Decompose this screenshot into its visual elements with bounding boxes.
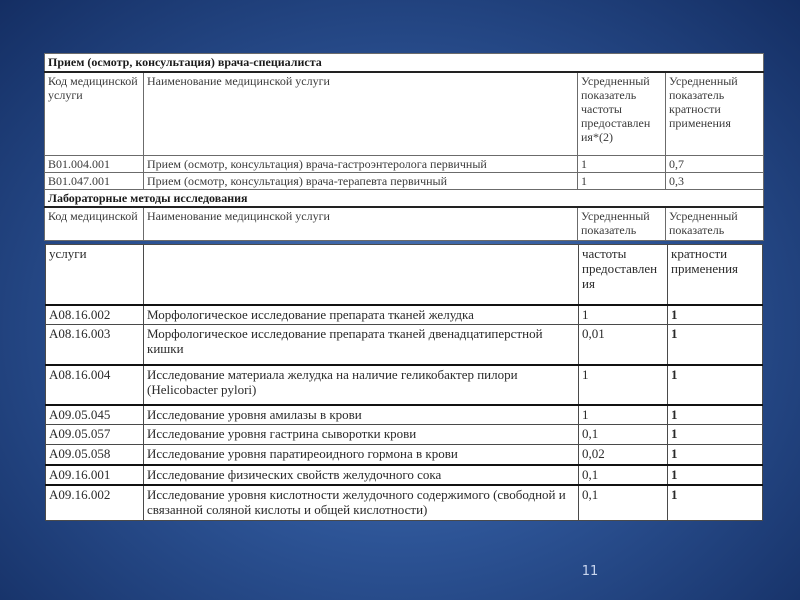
- table-row: [46, 325, 763, 365]
- service-code: A08.16.002: [46, 305, 144, 325]
- service-code: B01.004.001: [45, 156, 144, 173]
- service-name: Исследование физических свойств желудочного сока: [144, 465, 579, 485]
- section-title-specialist: Прием (осмотр, консультация) врача-специалиста: [45, 54, 764, 72]
- header-code: Код медицинской: [45, 207, 144, 240]
- table-row: [46, 485, 763, 521]
- service-frequency: 0,01: [579, 325, 668, 365]
- service-name: Исследование уровня гастрина сыворотки крови: [144, 425, 579, 445]
- header-name-continued: [144, 245, 579, 305]
- service-multiplicity: 1: [668, 465, 763, 485]
- service-multiplicity: 1: [668, 445, 763, 465]
- header-multiplicity: Усредненный показатель: [666, 207, 764, 240]
- header-multiplicity-continued: кратности применения: [668, 245, 763, 305]
- service-name: Прием (осмотр, консультация) врача-терапевта первичный: [144, 173, 578, 190]
- header-frequency: Усредненный показатель: [578, 207, 666, 240]
- service-name: Исследование уровня паратиреоидного гормона в крови: [144, 445, 579, 465]
- service-multiplicity: 1: [668, 485, 763, 521]
- table-row: [46, 305, 763, 325]
- service-multiplicity: 1: [668, 405, 763, 425]
- service-frequency: 1: [579, 305, 668, 325]
- service-frequency: 1: [578, 156, 666, 173]
- service-code: B01.047.001: [45, 173, 144, 190]
- service-frequency: 0,1: [579, 465, 668, 485]
- service-code: A09.16.002: [46, 485, 144, 521]
- service-name: Исследование материала желудка на наличие геликобактер пилори (Helicobacter pylori): [144, 365, 579, 405]
- service-name: Морфологическое исследование препарата тканей желудка: [144, 305, 579, 325]
- table-row: [46, 405, 763, 425]
- service-multiplicity: 1: [668, 305, 763, 325]
- service-name: Исследование уровня амилазы в крови: [144, 405, 579, 425]
- header-name: Наименование медицинской услуги: [144, 72, 578, 156]
- service-multiplicity: 0,3: [666, 173, 764, 190]
- table-row: [46, 365, 763, 405]
- service-code: A08.16.003: [46, 325, 144, 365]
- service-code: A09.05.045: [46, 405, 144, 425]
- service-frequency: 1: [579, 405, 668, 425]
- service-name: Прием (осмотр, консультация) врача-гастроэнтеролога первичный: [144, 156, 578, 173]
- service-multiplicity: 1: [668, 365, 763, 405]
- header-code-continued: услуги: [46, 245, 144, 305]
- service-code: A08.16.004: [46, 365, 144, 405]
- service-frequency: 0,1: [579, 485, 668, 521]
- table-row: [46, 445, 763, 465]
- services-table-laboratory: [45, 244, 763, 521]
- service-frequency: 1: [579, 365, 668, 405]
- service-code: A09.05.057: [46, 425, 144, 445]
- section-title-laboratory: Лабораторные методы исследования: [45, 190, 764, 208]
- service-multiplicity: 0,7: [666, 156, 764, 173]
- header-name: Наименование медицинской услуги: [144, 207, 578, 240]
- table-row: [46, 465, 763, 485]
- table-row: [45, 173, 764, 190]
- service-code: A09.16.001: [46, 465, 144, 485]
- page-number: 11: [581, 564, 599, 579]
- services-table-top: [44, 53, 764, 241]
- service-frequency: 1: [578, 173, 666, 190]
- header-frequency-continued: частоты предоставлен ия: [579, 245, 668, 305]
- service-multiplicity: 1: [668, 425, 763, 445]
- service-code: A09.05.058: [46, 445, 144, 465]
- service-multiplicity: 1: [668, 325, 763, 365]
- header-code: Код медицинской услуги: [45, 72, 144, 156]
- header-multiplicity: Усредненный показатель кратности применения: [666, 72, 764, 156]
- service-frequency: 0,1: [579, 425, 668, 445]
- service-name: Морфологическое исследование препарата тканей двенадцатиперстной кишки: [144, 325, 579, 365]
- table-row: [45, 156, 764, 173]
- table-row: [46, 425, 763, 445]
- header-frequency: Усредненный показатель частоты предоставлен ия*(2): [578, 72, 666, 156]
- service-frequency: 0,02: [579, 445, 668, 465]
- service-name: Исследование уровня кислотности желудочного содержимого (свободной и связанной соляной кислоты и общей кислотности): [144, 485, 579, 521]
